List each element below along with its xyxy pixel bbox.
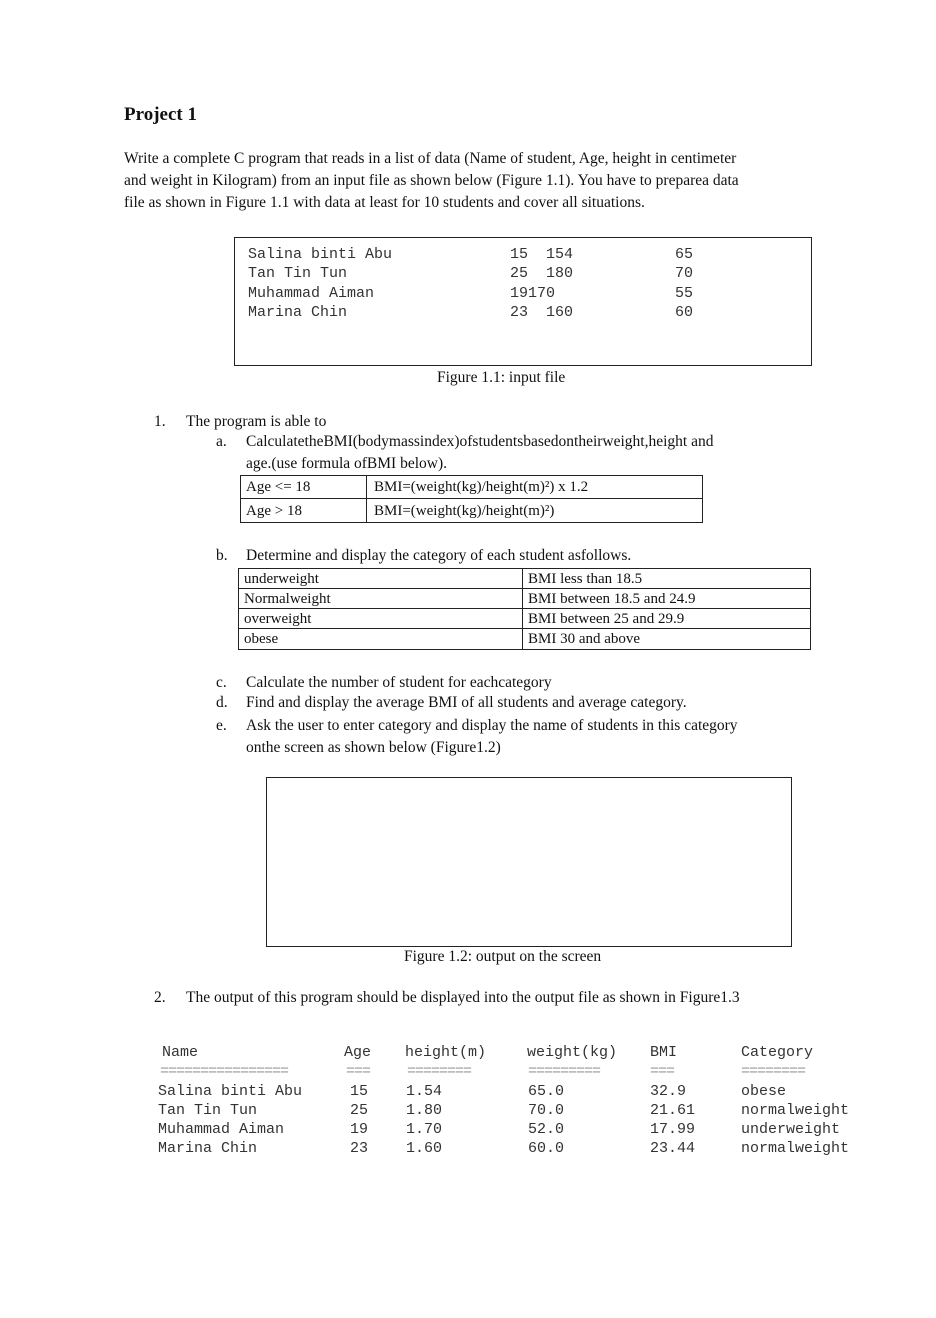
item-c-text: Calculate the number of student for eachcategory xyxy=(246,674,552,691)
bmi-formula-table xyxy=(240,475,703,523)
item-a-line-2: age.(use formula ofBMI below). xyxy=(246,455,448,472)
input-name: Muhammad Aiman xyxy=(248,284,375,302)
formula-condition: Age <= 18 xyxy=(246,479,311,495)
row-height: 1.54 xyxy=(406,1083,443,1100)
item-e-line-1: Ask the user to enter category and display the name of students in this category xyxy=(246,717,738,734)
row-age: 23 xyxy=(350,1140,369,1157)
row-bmi: 21.61 xyxy=(650,1102,696,1119)
section-1-text: The program is able to xyxy=(186,413,327,430)
item-b-text: Determine and display the category of each student asfollows. xyxy=(246,547,632,564)
category-name: underweight xyxy=(244,571,319,587)
item-a-line-1: CalculatetheBMI(bodymassindex)ofstudentsbasedontheirweight,height and xyxy=(246,433,714,450)
row-age: 25 xyxy=(350,1102,369,1119)
item-a-label: a. xyxy=(216,433,227,450)
category-range: BMI between 25 and 29.9 xyxy=(528,611,685,627)
input-age-height: 23 160 xyxy=(510,304,574,322)
formula-condition: Age > 18 xyxy=(246,503,302,519)
row-age: 15 xyxy=(350,1083,369,1100)
header-height: height(m) xyxy=(405,1044,487,1061)
figure-1-1-caption: Figure 1.1: input file xyxy=(437,369,566,386)
row-bmi: 17.99 xyxy=(650,1121,696,1138)
header-name: Name xyxy=(162,1044,199,1061)
item-e-label: e. xyxy=(216,717,227,734)
separator-height: ======== xyxy=(407,1063,472,1080)
item-b-label: b. xyxy=(216,547,228,564)
row-category: underweight xyxy=(741,1121,841,1138)
row-category: normalweight xyxy=(741,1140,850,1157)
output-table xyxy=(0,1043,936,1163)
row-category: obese xyxy=(741,1083,787,1100)
formula-expression: BMI=(weight(kg)/height(m)²) x 1.2 xyxy=(374,479,589,495)
row-name: Muhammad Aiman xyxy=(158,1121,285,1138)
header-weight: weight(kg) xyxy=(527,1044,618,1061)
intro-line-1: Write a complete C program that reads in a list of data (Name of student, Age, height in centimeter xyxy=(124,150,737,167)
item-d-text: Find and display the average BMI of all students and average category. xyxy=(246,694,687,711)
row-bmi: 23.44 xyxy=(650,1140,696,1157)
item-c-label: c. xyxy=(216,674,227,691)
input-age-height: 25 180 xyxy=(510,265,574,283)
input-weight: 65 xyxy=(675,246,694,263)
intro-line-2: and weight in Kilogram) from an input file as shown below (Figure 1.1). You have to preparea data xyxy=(124,172,739,189)
intro-line-3: file as shown in Figure 1.1 with data at least for 10 students and cover all situations. xyxy=(124,194,645,211)
header-age: Age xyxy=(344,1044,372,1061)
row-name: Salina binti Abu xyxy=(158,1083,303,1100)
separator-weight: ========= xyxy=(528,1063,601,1080)
category-range: BMI less than 18.5 xyxy=(528,571,643,587)
row-weight: 70.0 xyxy=(528,1102,565,1119)
separator-name: ================ xyxy=(160,1063,289,1080)
row-name: Tan Tin Tun xyxy=(158,1102,258,1119)
header-bmi: BMI xyxy=(650,1044,678,1061)
figure-1-2-caption: Figure 1.2: output on the screen xyxy=(404,948,602,965)
header-category: Category xyxy=(741,1044,814,1061)
category-name: Normalweight xyxy=(244,591,331,607)
row-bmi: 32.9 xyxy=(650,1083,687,1100)
screen-output-box xyxy=(266,777,792,947)
separator-bmi: === xyxy=(650,1063,675,1080)
input-age-height: 15 154 xyxy=(510,246,574,263)
formula-expression: BMI=(weight(kg)/height(m)²) xyxy=(374,503,555,519)
input-weight: 70 xyxy=(675,265,694,283)
input-weight: 55 xyxy=(675,284,694,302)
row-name: Marina Chin xyxy=(158,1140,258,1157)
row-age: 19 xyxy=(350,1121,369,1138)
section-1-number: 1. xyxy=(154,413,166,430)
input-name: Tan Tin Tun xyxy=(248,265,348,283)
row-weight: 52.0 xyxy=(528,1121,565,1138)
category-range: BMI between 18.5 and 24.9 xyxy=(528,591,696,607)
input-name: Salina binti Abu xyxy=(248,246,393,263)
input-name: Marina Chin xyxy=(248,304,348,322)
category-name: obese xyxy=(244,631,279,647)
input-weight: 60 xyxy=(675,304,694,322)
row-height: 1.60 xyxy=(406,1140,443,1157)
category-table xyxy=(238,568,811,650)
section-2-number: 2. xyxy=(154,989,166,1006)
row-height: 1.70 xyxy=(406,1121,443,1138)
category-range: BMI 30 and above xyxy=(528,631,641,647)
separator-age: === xyxy=(346,1063,371,1080)
row-category: normalweight xyxy=(741,1102,850,1119)
category-name: overweight xyxy=(244,611,312,627)
separator-category: ======== xyxy=(741,1063,806,1080)
item-e-line-2: onthe screen as shown below (Figure1.2) xyxy=(246,739,501,756)
item-d-label: d. xyxy=(216,694,228,711)
input-age-height: 19170 xyxy=(510,284,556,302)
row-weight: 65.0 xyxy=(528,1083,565,1100)
section-2-text: The output of this program should be displayed into the output file as shown in Figure1.3 xyxy=(186,989,740,1006)
page-title: Project 1 xyxy=(124,104,197,125)
row-weight: 60.0 xyxy=(528,1140,565,1157)
row-height: 1.80 xyxy=(406,1102,443,1119)
